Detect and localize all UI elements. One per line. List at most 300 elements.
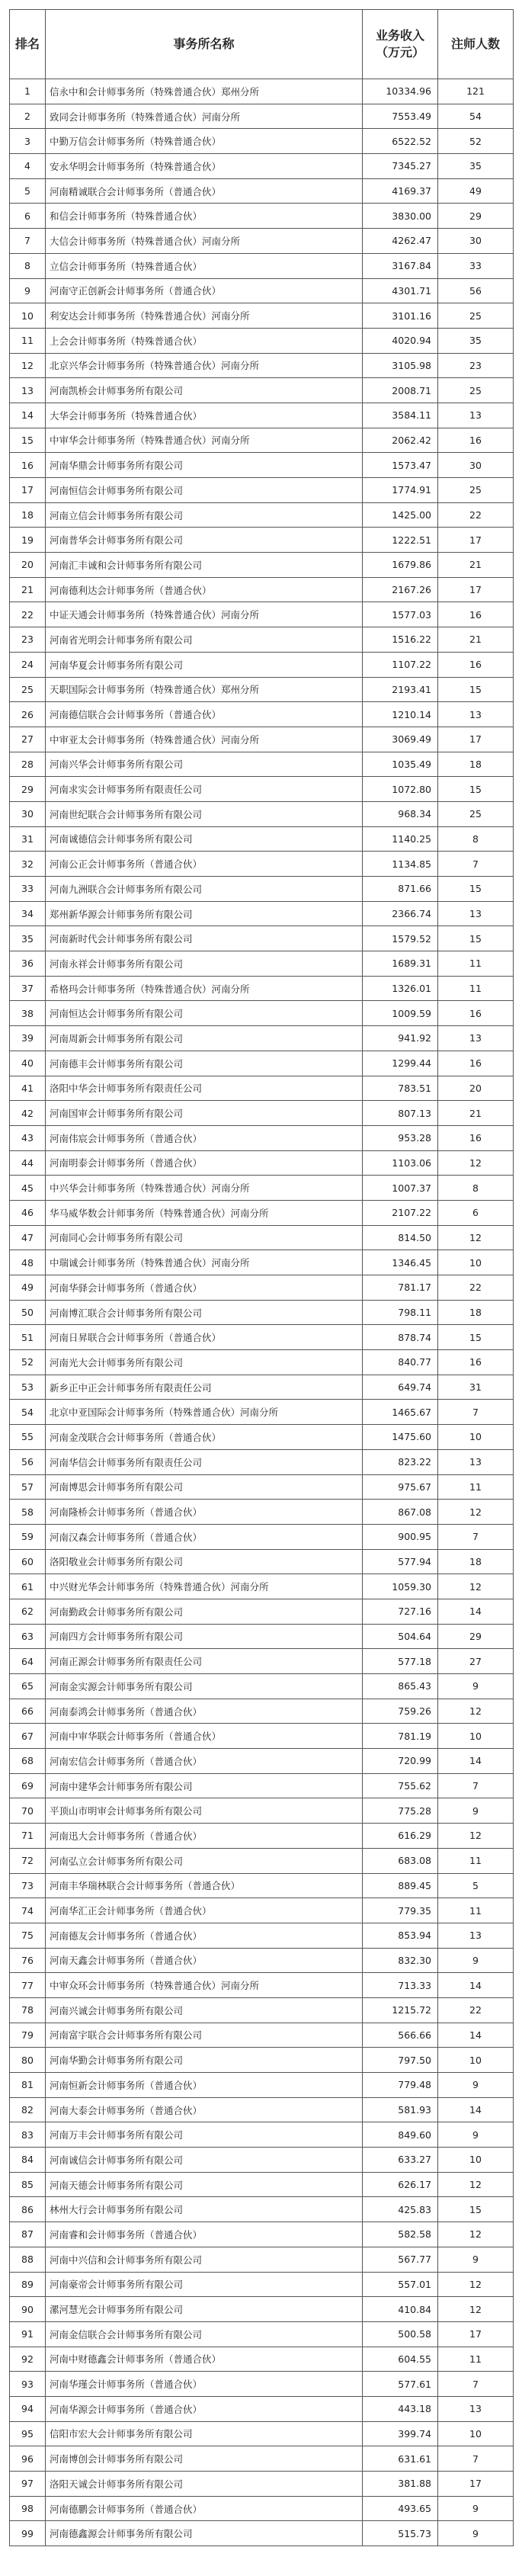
rank-cell: 44: [10, 1150, 46, 1176]
cpa-count-cell: 12: [438, 1150, 514, 1176]
rank-cell: 93: [10, 2372, 46, 2397]
revenue-cell: 3101.16: [363, 303, 438, 329]
table-row: [10, 2222, 514, 2247]
cpa-count-cell: 25: [438, 378, 514, 403]
table-row: [10, 2148, 514, 2173]
table-row: [10, 1225, 514, 1250]
revenue-cell: 713.33: [363, 1973, 438, 1998]
cpa-count-cell: 15: [438, 1325, 514, 1350]
rank-cell: 4: [10, 154, 46, 179]
firm-name-cell: 致同会计师事务所（特殊普通合伙）河南分所: [46, 104, 363, 129]
revenue-cell: 582.58: [363, 2222, 438, 2247]
revenue-cell: 616.29: [363, 1824, 438, 1849]
firm-name-cell: 立信会计师事务所（特殊普通合伙）: [46, 253, 363, 278]
cpa-count-cell: 56: [438, 278, 514, 303]
revenue-cell: 2062.42: [363, 428, 438, 453]
cpa-count-cell: 6: [438, 1200, 514, 1225]
cpa-count-cell: 33: [438, 253, 514, 278]
rank-cell: 58: [10, 1500, 46, 1525]
table-row: [10, 79, 514, 104]
table-row: [10, 2048, 514, 2073]
rank-cell: 89: [10, 2272, 46, 2297]
cpa-count-cell: 27: [438, 1649, 514, 1674]
firm-name-cell: 河南世纪联合会计师事务所有限公司: [46, 801, 363, 826]
rank-cell: 50: [10, 1300, 46, 1325]
table-row: [10, 1474, 514, 1500]
cpa-count-cell: 13: [438, 1026, 514, 1051]
rank-cell: 22: [10, 602, 46, 627]
revenue-cell: 1573.47: [363, 453, 438, 478]
cpa-count-cell: 15: [438, 777, 514, 802]
rank-cell: 52: [10, 1350, 46, 1375]
table-row: [10, 1848, 514, 1873]
firm-name-cell: 河南勤政会计师事务所有限公司: [46, 1599, 363, 1624]
firm-name-cell: 河南博创会计师事务所有限公司: [46, 2446, 363, 2472]
rank-cell: 69: [10, 1773, 46, 1798]
rank-cell: 8: [10, 253, 46, 278]
cpa-count-cell: 16: [438, 1125, 514, 1150]
firm-name-cell: 河南立信会计师事务所有限公司: [46, 502, 363, 528]
revenue-cell: 953.28: [363, 1125, 438, 1150]
firm-name-cell: 河南恒新会计师事务所（普通合伙）: [46, 2073, 363, 2098]
rank-cell: 20: [10, 553, 46, 578]
firm-name-cell: 河南中建华会计师事务所有限公司: [46, 1773, 363, 1798]
table-row: [10, 2172, 514, 2197]
revenue-cell: 604.55: [363, 2347, 438, 2372]
cpa-count-cell: 9: [438, 2122, 514, 2148]
table-row: [10, 1150, 514, 1176]
firm-name-cell: 河南华源会计师事务所（普通合伙）: [46, 2396, 363, 2421]
firm-name-cell: 河南恒信会计师事务所有限公司: [46, 478, 363, 503]
firm-name-cell: 北京兴华会计师事务所（特殊普通合伙）河南分所: [46, 353, 363, 378]
rank-cell: 24: [10, 652, 46, 677]
rank-cell: 41: [10, 1076, 46, 1101]
table-row: [10, 478, 514, 503]
firm-name-cell: 河南华驿会计师事务所（普通合伙）: [46, 1275, 363, 1301]
firm-name-cell: 河南汉森会计师事务所（普通合伙）: [46, 1524, 363, 1549]
firm-name-cell: 河南周新会计师事务所有限公司: [46, 1026, 363, 1051]
firm-name-cell: 河南永祥会计师事务所有限公司: [46, 951, 363, 977]
revenue-cell: 577.18: [363, 1649, 438, 1674]
cpa-count-cell: 7: [438, 1400, 514, 1425]
cpa-count-cell: 22: [438, 502, 514, 528]
table-row: [10, 727, 514, 752]
revenue-cell: 7345.27: [363, 154, 438, 179]
firm-name-cell: 中勤万信会计师事务所（特殊普通合伙）: [46, 129, 363, 154]
cpa-count-cell: 9: [438, 1798, 514, 1824]
table-row: [10, 826, 514, 852]
cpa-count-cell: 21: [438, 1101, 514, 1126]
firm-name-cell: 河南光大会计师事务所有限公司: [46, 1350, 363, 1375]
cpa-count-cell: 18: [438, 752, 514, 777]
cpa-count-cell: 21: [438, 627, 514, 653]
table-row: [10, 801, 514, 826]
rank-cell: 97: [10, 2472, 46, 2497]
cpa-count-cell: 11: [438, 1474, 514, 1500]
header-cpa-count: 注师人数: [438, 10, 514, 79]
firm-name-cell: 河南弘立会计师事务所有限公司: [46, 1848, 363, 1873]
rank-cell: 68: [10, 1749, 46, 1774]
revenue-cell: 727.16: [363, 1599, 438, 1624]
firm-name-cell: 河南恒达会计师事务所有限公司: [46, 1001, 363, 1026]
cpa-count-cell: 17: [438, 2321, 514, 2347]
revenue-cell: 1009.59: [363, 1001, 438, 1026]
revenue-cell: 832.30: [363, 1948, 438, 1973]
revenue-cell: 1140.25: [363, 826, 438, 852]
cpa-count-cell: 30: [438, 453, 514, 478]
firm-name-cell: 河南天鑫会计师事务所（普通合伙）: [46, 1948, 363, 1973]
rank-cell: 27: [10, 727, 46, 752]
rank-cell: 29: [10, 777, 46, 802]
cpa-count-cell: 17: [438, 577, 514, 602]
cpa-count-cell: 11: [438, 976, 514, 1001]
revenue-cell: 1516.22: [363, 627, 438, 653]
cpa-count-cell: 14: [438, 1599, 514, 1624]
rank-cell: 35: [10, 926, 46, 951]
header-revenue: 业务收入 （万元）: [363, 10, 438, 79]
firm-name-cell: 安永华明会计师事务所（特殊普通合伙）: [46, 154, 363, 179]
firm-name-cell: 河南精诚联合会计师事务所（普通合伙）: [46, 178, 363, 204]
firm-name-cell: 河南求实会计师事务所有限责任公司: [46, 777, 363, 802]
rank-cell: 36: [10, 951, 46, 977]
rank-cell: 30: [10, 801, 46, 826]
rank-cell: 43: [10, 1125, 46, 1150]
table-row: [10, 1699, 514, 1724]
table-row: [10, 1001, 514, 1026]
revenue-cell: 10334.96: [363, 79, 438, 104]
cpa-count-cell: 9: [438, 2073, 514, 2098]
table-row: [10, 2321, 514, 2347]
table-row: [10, 1176, 514, 1201]
rank-cell: 9: [10, 278, 46, 303]
table-row: [10, 926, 514, 951]
firm-name-cell: 中证天通会计师事务所（特殊普通合伙）河南分所: [46, 602, 363, 627]
table-row: [10, 2347, 514, 2372]
table-row: [10, 1026, 514, 1051]
revenue-cell: 807.13: [363, 1101, 438, 1126]
cpa-count-cell: 17: [438, 727, 514, 752]
table-row: [10, 1425, 514, 1450]
table-row: [10, 229, 514, 254]
firm-name-cell: 河南九洲联合会计师事务所有限公司: [46, 877, 363, 902]
ranking-table: [9, 9, 514, 2546]
firm-name-cell: 郑州新华源会计师事务所有限公司: [46, 901, 363, 926]
cpa-count-cell: 14: [438, 2023, 514, 2048]
revenue-cell: 775.28: [363, 1798, 438, 1824]
cpa-count-cell: 12: [438, 1225, 514, 1250]
table-row: [10, 1674, 514, 1699]
cpa-count-cell: 16: [438, 602, 514, 627]
revenue-cell: 783.51: [363, 1076, 438, 1101]
firm-name-cell: 河南正源会计师事务所有限责任公司: [46, 1649, 363, 1674]
cpa-count-cell: 12: [438, 2297, 514, 2322]
table-header-row: [10, 10, 514, 79]
table-row: [10, 2421, 514, 2446]
table-row: [10, 2521, 514, 2546]
table-row: [10, 652, 514, 677]
table-row: [10, 1873, 514, 1898]
revenue-cell: 443.18: [363, 2396, 438, 2421]
cpa-count-cell: 9: [438, 1674, 514, 1699]
revenue-cell: 577.61: [363, 2372, 438, 2397]
firm-name-cell: 河南豪帝会计师事务所有限公司: [46, 2272, 363, 2297]
rank-cell: 84: [10, 2148, 46, 2173]
revenue-cell: 4262.47: [363, 229, 438, 254]
revenue-cell: 1774.91: [363, 478, 438, 503]
revenue-cell: 4020.94: [363, 328, 438, 353]
rank-cell: 25: [10, 677, 46, 702]
table-row: [10, 2372, 514, 2397]
rank-cell: 18: [10, 502, 46, 528]
cpa-count-cell: 10: [438, 2148, 514, 2173]
table-row: [10, 777, 514, 802]
cpa-count-cell: 25: [438, 303, 514, 329]
table-row: [10, 976, 514, 1001]
rank-cell: 78: [10, 1997, 46, 2023]
revenue-cell: 1577.03: [363, 602, 438, 627]
firm-name-cell: 河南泰鸿会计师事务所（普通合伙）: [46, 1699, 363, 1724]
revenue-cell: 1222.51: [363, 528, 438, 553]
firm-name-cell: 河南省光明会计师事务所有限公司: [46, 627, 363, 653]
table-row: [10, 1923, 514, 1948]
firm-name-cell: 华马威华数会计师事务所（特殊普通合伙）河南分所: [46, 1200, 363, 1225]
cpa-count-cell: 15: [438, 877, 514, 902]
cpa-count-cell: 16: [438, 1051, 514, 1076]
revenue-cell: 2167.26: [363, 577, 438, 602]
cpa-count-cell: 12: [438, 1500, 514, 1525]
table-row: [10, 1649, 514, 1674]
cpa-count-cell: 21: [438, 553, 514, 578]
revenue-cell: 4169.37: [363, 178, 438, 204]
rank-cell: 61: [10, 1574, 46, 1599]
rank-cell: 67: [10, 1724, 46, 1749]
rank-cell: 28: [10, 752, 46, 777]
cpa-count-cell: 18: [438, 1300, 514, 1325]
cpa-count-cell: 12: [438, 2222, 514, 2247]
revenue-cell: 779.48: [363, 2073, 438, 2098]
cpa-count-cell: 14: [438, 1749, 514, 1774]
cpa-count-cell: 16: [438, 1001, 514, 1026]
cpa-count-cell: 10: [438, 2421, 514, 2446]
revenue-cell: 3069.49: [363, 727, 438, 752]
firm-name-cell: 中兴财光华会计师事务所（特殊普通合伙）河南分所: [46, 1574, 363, 1599]
rank-cell: 47: [10, 1225, 46, 1250]
table-row: [10, 2396, 514, 2421]
table-row: [10, 1076, 514, 1101]
revenue-cell: 399.74: [363, 2421, 438, 2446]
rank-cell: 19: [10, 528, 46, 553]
firm-name-cell: 河南诚德信会计师事务所有限公司: [46, 826, 363, 852]
firm-name-cell: 河南中财德鑫会计师事务所（普通合伙）: [46, 2347, 363, 2372]
revenue-cell: 515.73: [363, 2521, 438, 2546]
firm-name-cell: 河南中兴信和会计师事务所有限公司: [46, 2247, 363, 2272]
cpa-count-cell: 9: [438, 2521, 514, 2546]
table-row: [10, 1574, 514, 1599]
revenue-cell: 1107.22: [363, 652, 438, 677]
firm-name-cell: 漯河慧光会计师事务所有限公司: [46, 2297, 363, 2322]
cpa-count-cell: 9: [438, 2496, 514, 2521]
cpa-count-cell: 49: [438, 178, 514, 204]
firm-name-cell: 和信会计师事务所（特殊普通合伙）: [46, 204, 363, 229]
rank-cell: 1: [10, 79, 46, 104]
table-row: [10, 1400, 514, 1425]
rank-cell: 81: [10, 2073, 46, 2098]
revenue-cell: 941.92: [363, 1026, 438, 1051]
firm-name-cell: 河南金实源会计师事务所有限公司: [46, 1674, 363, 1699]
table-row: [10, 1325, 514, 1350]
rank-cell: 59: [10, 1524, 46, 1549]
firm-name-cell: 中瑞诚会计师事务所（特殊普通合伙）河南分所: [46, 1250, 363, 1275]
rank-cell: 72: [10, 1848, 46, 1873]
rank-cell: 79: [10, 2023, 46, 2048]
revenue-cell: 2008.71: [363, 378, 438, 403]
firm-name-cell: 中兴华会计师事务所（特殊普通合伙）河南分所: [46, 1176, 363, 1201]
revenue-cell: 626.17: [363, 2172, 438, 2197]
revenue-cell: 840.77: [363, 1350, 438, 1375]
firm-name-cell: 河南凯桥会计师事务所有限公司: [46, 378, 363, 403]
cpa-count-cell: 35: [438, 154, 514, 179]
table-row: [10, 104, 514, 129]
revenue-cell: 781.19: [363, 1724, 438, 1749]
rank-cell: 55: [10, 1425, 46, 1450]
firm-name-cell: 洛阳天诚会计师事务所有限公司: [46, 2472, 363, 2497]
revenue-cell: 1035.49: [363, 752, 438, 777]
cpa-count-cell: 7: [438, 1773, 514, 1798]
cpa-count-cell: 10: [438, 1724, 514, 1749]
firm-name-cell: 河南普华会计师事务所有限公司: [46, 528, 363, 553]
rank-cell: 39: [10, 1026, 46, 1051]
cpa-count-cell: 12: [438, 2172, 514, 2197]
cpa-count-cell: 13: [438, 403, 514, 428]
revenue-cell: 720.99: [363, 1749, 438, 1774]
cpa-count-cell: 7: [438, 1524, 514, 1549]
rank-cell: 3: [10, 129, 46, 154]
revenue-cell: 3105.98: [363, 353, 438, 378]
cpa-count-cell: 20: [438, 1076, 514, 1101]
revenue-cell: 1215.72: [363, 1997, 438, 2023]
revenue-cell: 797.50: [363, 2048, 438, 2073]
firm-name-cell: 河南德鹏会计师事务所（普通合伙）: [46, 2496, 363, 2521]
table-row: [10, 2073, 514, 2098]
rank-cell: 16: [10, 453, 46, 478]
revenue-cell: 1103.06: [363, 1150, 438, 1176]
rank-cell: 21: [10, 577, 46, 602]
revenue-cell: 581.93: [363, 2097, 438, 2122]
rank-cell: 83: [10, 2122, 46, 2148]
revenue-cell: 566.66: [363, 2023, 438, 2048]
rank-cell: 98: [10, 2496, 46, 2521]
rank-cell: 80: [10, 2048, 46, 2073]
table-row: [10, 1724, 514, 1749]
rank-cell: 64: [10, 1649, 46, 1674]
rank-cell: 66: [10, 1699, 46, 1724]
firm-name-cell: 河南中审华联会计师事务所（普通合伙）: [46, 1724, 363, 1749]
cpa-count-cell: 9: [438, 2247, 514, 2272]
table-row: [10, 1375, 514, 1400]
rank-cell: 75: [10, 1923, 46, 1948]
revenue-cell: 1679.86: [363, 553, 438, 578]
rank-cell: 76: [10, 1948, 46, 1973]
table-row: [10, 428, 514, 453]
cpa-count-cell: 30: [438, 229, 514, 254]
rank-cell: 94: [10, 2396, 46, 2421]
firm-name-cell: 大信会计师事务所（特殊普通合伙）河南分所: [46, 229, 363, 254]
rank-cell: 92: [10, 2347, 46, 2372]
cpa-count-cell: 8: [438, 1176, 514, 1201]
firm-name-cell: 河南华信会计师事务所有限责任公司: [46, 1449, 363, 1474]
cpa-count-cell: 16: [438, 1350, 514, 1375]
table-row: [10, 2122, 514, 2148]
table-row: [10, 1824, 514, 1849]
firm-name-cell: 洛阳中华会计师事务所有限责任公司: [46, 1076, 363, 1101]
revenue-cell: 567.77: [363, 2247, 438, 2272]
rank-cell: 99: [10, 2521, 46, 2546]
revenue-cell: 504.64: [363, 1624, 438, 1649]
table-row: [10, 702, 514, 727]
rank-cell: 51: [10, 1325, 46, 1350]
table-row: [10, 553, 514, 578]
cpa-count-cell: 10: [438, 1425, 514, 1450]
firm-name-cell: 河南公正会计师事务所（普通合伙）: [46, 852, 363, 877]
firm-name-cell: 河南同心会计师事务所有限公司: [46, 1225, 363, 1250]
revenue-cell: 493.65: [363, 2496, 438, 2521]
revenue-cell: 577.94: [363, 1549, 438, 1574]
cpa-count-cell: 15: [438, 2197, 514, 2222]
rank-cell: 15: [10, 428, 46, 453]
rank-cell: 11: [10, 328, 46, 353]
cpa-count-cell: 15: [438, 677, 514, 702]
table-row: [10, 602, 514, 627]
table-row: [10, 1275, 514, 1301]
rank-cell: 90: [10, 2297, 46, 2322]
revenue-cell: 6522.52: [363, 129, 438, 154]
revenue-cell: 781.17: [363, 1275, 438, 1301]
revenue-cell: 649.74: [363, 1375, 438, 1400]
rank-cell: 42: [10, 1101, 46, 1126]
revenue-cell: 1689.31: [363, 951, 438, 977]
table-row: [10, 951, 514, 977]
firm-name-cell: 信永中和会计师事务所（特殊普通合伙）郑州分所: [46, 79, 363, 104]
rank-cell: 2: [10, 104, 46, 129]
firm-name-cell: 河南博汇联合会计师事务所有限公司: [46, 1300, 363, 1325]
revenue-cell: 759.26: [363, 1699, 438, 1724]
header-firm-name: 事务所名称: [46, 10, 363, 79]
rank-cell: 6: [10, 204, 46, 229]
cpa-count-cell: 16: [438, 428, 514, 453]
rank-cell: 10: [10, 303, 46, 329]
cpa-count-cell: 18: [438, 1549, 514, 1574]
table-row: [10, 2247, 514, 2272]
table-row: [10, 1997, 514, 2023]
revenue-cell: 871.66: [363, 877, 438, 902]
revenue-cell: 849.60: [363, 2122, 438, 2148]
table-row: [10, 1798, 514, 1824]
firm-name-cell: 河南天德会计师事务所有限公司: [46, 2172, 363, 2197]
revenue-cell: 3830.00: [363, 204, 438, 229]
cpa-count-cell: 16: [438, 652, 514, 677]
firm-name-cell: 河南华鼎会计师事务所有限公司: [46, 453, 363, 478]
rank-cell: 95: [10, 2421, 46, 2446]
revenue-cell: 1072.80: [363, 777, 438, 802]
firm-name-cell: 河南华夏会计师事务所有限公司: [46, 652, 363, 677]
firm-name-cell: 中审华会计师事务所（特殊普通合伙）河南分所: [46, 428, 363, 453]
table-row: [10, 303, 514, 329]
firm-name-cell: 洛阳敬业会计师事务所有限公司: [46, 1549, 363, 1574]
cpa-count-cell: 15: [438, 926, 514, 951]
rank-cell: 12: [10, 353, 46, 378]
cpa-count-cell: 25: [438, 801, 514, 826]
revenue-cell: 557.01: [363, 2272, 438, 2297]
